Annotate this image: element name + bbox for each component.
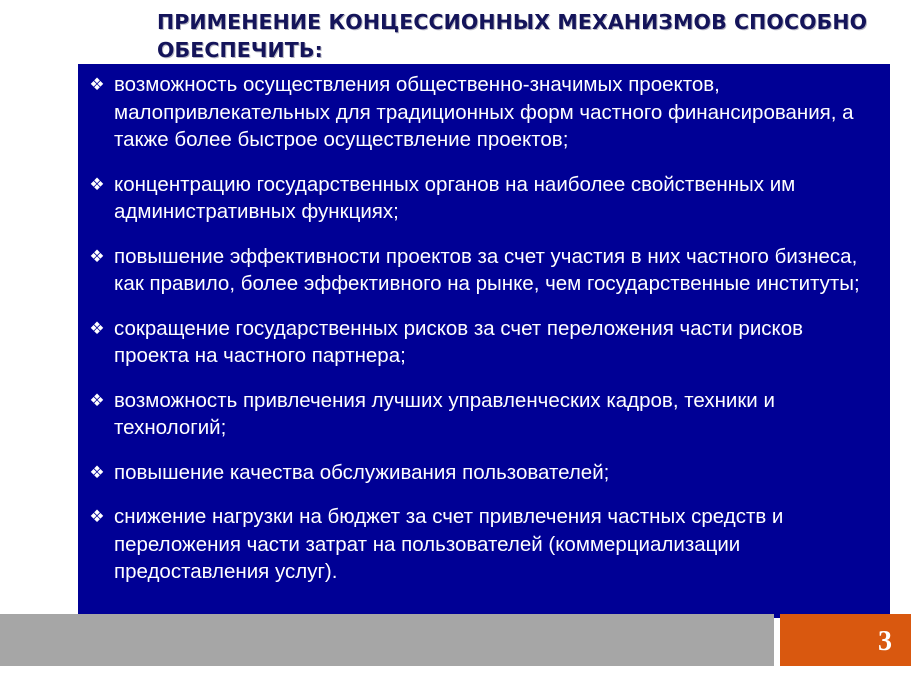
diamond-quad-icon: ❖ [89, 318, 105, 338]
diamond-quad-icon: ❖ [89, 246, 105, 266]
page-number: 3 [878, 626, 892, 657]
diamond-quad-icon: ❖ [89, 507, 105, 526]
bullet-item-1 [88, 71, 882, 154]
bullet-item-5 [88, 387, 882, 442]
bullet-text: концентрацию государственных органов на наиболее свойственных им административных функциях; [114, 172, 796, 223]
bullet-item-7 [88, 503, 882, 586]
bullet-text: сокращение государственных рисков за счет переложения части рисков проекта на частного партнера; [114, 316, 804, 367]
diamond-quad-icon: ❖ [89, 75, 105, 94]
bullet-text: повышение эффективности проектов за счет участия в них частного бизнеса, как правило, более эффективного на рынке, чем государственные институты; [114, 244, 860, 295]
content-panel [78, 64, 890, 618]
slide-title: ПРИМЕНЕНИЕ КОНЦЕССИОННЫХ МЕХАНИЗМОВ СПОСОБНО ОБЕСПЕЧИТЬ: [157, 10, 868, 62]
diamond-quad-icon: ❖ [89, 174, 105, 194]
bullet-item-2 [88, 171, 882, 226]
diamond-quad-icon: ❖ [89, 390, 105, 410]
bullet-text: возможность привлечения лучших управленческих кадров, техники и технологий; [114, 388, 775, 439]
bullet-item-6 [88, 459, 882, 487]
bullet-text: снижение нагрузки на бюджет за счет привлечения частных средств и переложения части затрат на пользователей (коммерциализации предоставления услуг). [114, 505, 784, 583]
footer-bar [0, 614, 774, 666]
diamond-quad-icon: ❖ [89, 462, 105, 482]
bullet-item-3 [88, 243, 882, 298]
bullet-text: возможность осуществления общественно-значимых проектов, малопривлекательных для традиционных форм частного финансирования, а также более быстрое осуществление проектов; [114, 73, 854, 151]
page-number-box [780, 614, 911, 666]
bullet-text: повышение качества обслуживания пользователей; [114, 460, 610, 484]
bullet-item-4 [88, 315, 882, 370]
bullet-list [88, 71, 882, 586]
